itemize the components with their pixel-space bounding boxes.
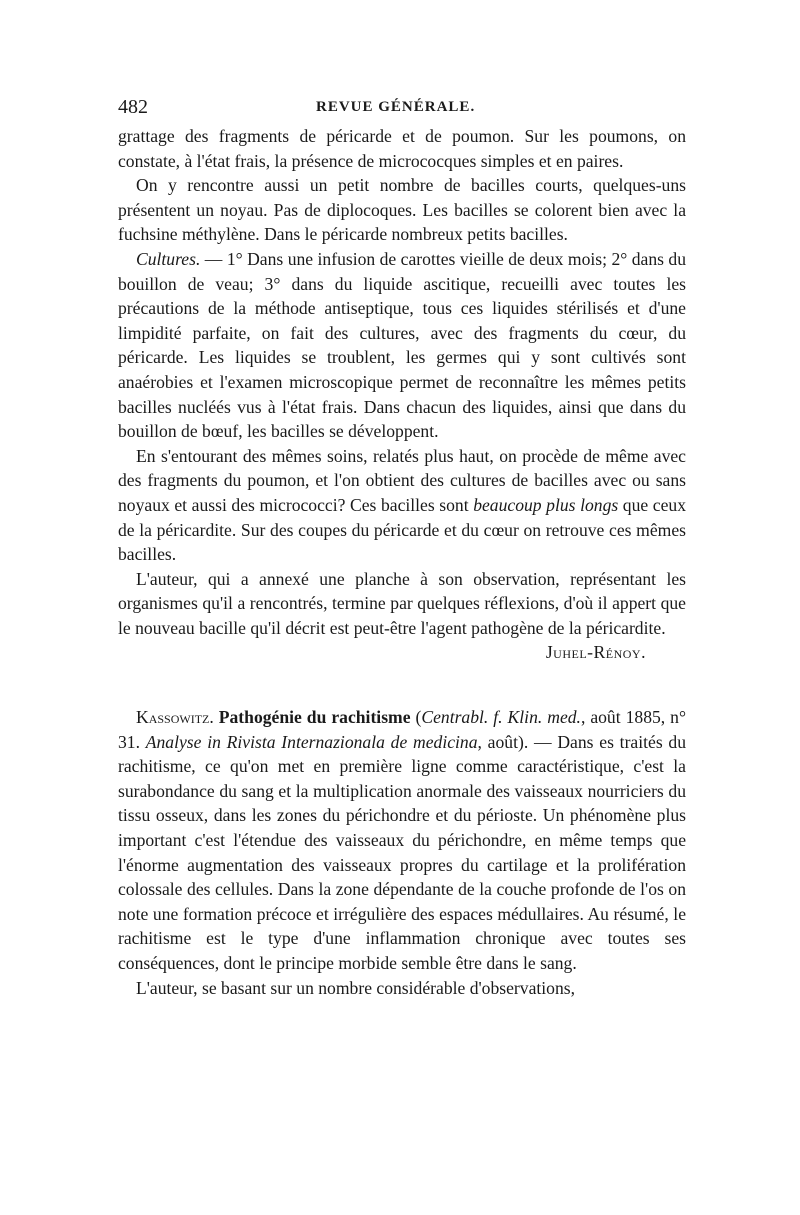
- citation-date: , août 1885, n° 31.: [118, 707, 686, 752]
- paragraph-4-part-b: que ceux de la péricardite. Sur des coupes du péricarde et du cœur on retrouve ces mêmes bacilles.: [118, 494, 686, 565]
- citation-open: (: [410, 707, 422, 728]
- page-number: 482: [118, 96, 148, 118]
- citation-journal: Centrabl. f. Klin. med.: [421, 707, 581, 728]
- article-author: Kassowitz.: [136, 707, 214, 728]
- paragraph-2: On y rencontre aussi un petit nombre de bacilles courts, quelques-uns présentent un noyau. Pas de diplocoques. Les bacilles se colorent bien avec la fuchsine méthylène. Dans le péricarde nombreux petits bacilles.: [118, 175, 686, 245]
- signature: Juhel-Rénoy.: [545, 642, 646, 663]
- paragraph-4-part-a: En s'entourant des mêmes soins, relatés plus haut, on procède de même avec des fragments du poumon, et l'on obtient des cultures de bacilles avec ou sans noyaux et aussi des micrococci? Ces bacilles sont: [118, 445, 686, 515]
- paragraph-5-text: L'auteur, qui a annexé une planche à son observation, représentant les organismes qu'il a rencontrés, termine par quelques réflexions, d'où il appert que le nouveau bacille qu'il décrit est peut-être l'agent pathogène de la péricardite.: [118, 568, 686, 638]
- paragraph-4: [118, 444, 686, 567]
- page-header: [118, 96, 686, 124]
- page: [118, 96, 686, 1000]
- cultures-label: Cultures.: [136, 248, 201, 269]
- citation-close: , août). —: [477, 731, 558, 752]
- citation-analysis: Analyse in Rivista Internazionala de medicina: [145, 731, 478, 752]
- article-title: Pathogénie du rachitisme: [213, 707, 411, 728]
- paragraph-5: [118, 567, 686, 663]
- paragraph-1: grattage des fragments de péricarde et de poumon. Sur les poumons, on constate, à l'état frais, la présence de micrococques simples et en paires.: [118, 126, 686, 171]
- paragraph-cultures: [118, 247, 686, 444]
- paragraph-4-emphasis: beaucoup plus longs: [473, 494, 619, 515]
- article-2-paragraph-2: L'auteur, se basant sur un nombre considérable d'observations,: [136, 977, 576, 998]
- running-head: REVUE GÉNÉRALE.: [316, 99, 476, 115]
- article-2-paragraph-1: [118, 705, 686, 976]
- article-2-body: Dans es traités du rachitisme, ce qu'on met en première ligne comme caractéristique, c'est la surabondance du sang et la multiplication anormale des vaisseaux nourriciers du tissu osseux, dans les zones du périchondre et du périoste. Un phénomène plus important c'est l'étendue des vaisseaux du périchondre, en même temps que l'énorme augmentation des vaisseaux propres du cartilage et la prolifération colossale des cellules. Dans la zone dépendante de la couche profonde de l'os on note une formation précoce et irrégulière des espaces médullaires. Au résumé, le rachitisme est le type d'une inflammation chronique avec toutes ses conséquences, dont le principe morbide semble être dans le sang.: [118, 731, 687, 973]
- cultures-text: — 1° Dans une infusion de carottes vieille de deux mois; 2° dans du bouillon de veau; 3° dans du liquide ascitique, recueilli avec toutes les précautions de la méthode antiseptique, tous ces liquides stérilisés et d'une limpidité parfaite, on fait des cultures, avec des fragments du cœur, du péricarde. Les liquides se troublent, les germes qui y sont cultivés sont anaérobies et l'examen microscopique permet de reconnaître les mêmes petits bacilles nucléés vus à l'état frais. Dans chacun des liquides, ainsi que dans du bouillon de bœuf, les bacilles se développent.: [118, 248, 686, 442]
